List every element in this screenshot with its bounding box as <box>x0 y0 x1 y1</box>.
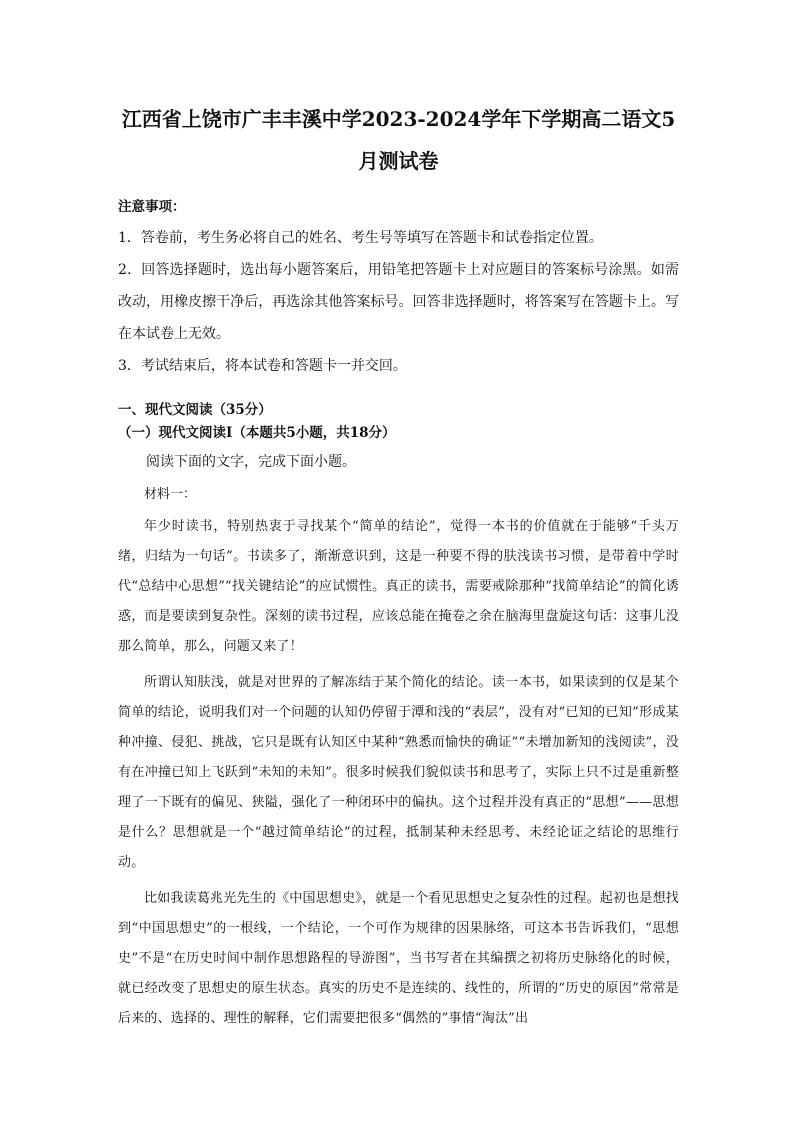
body-paragraph: 所谓认知肤浅，就是对世界的了解冻结于某个简化的结论。读一本书，如果读到的仅是某个简单的结论，说明我们对一个问题的认知仍停留于潭和浅的“表层”，没有对“已知的已知”形成某种冲撞、侵犯、挑战，它只是既有认知区中某种“熟悉而愉快的确证”“未增加新知的浅阅读”，没有在冲撞已知上飞跃到“未知的未知”。很多时候我们貌似读书和思考了，实际上只不过是重新整理了一下既有的偏见、狭隘，强化了一种闭环中的偏执。这个过程并没有真正的“思想”——思想是什么？思想就是一个“越过简单结论”的过程，抵制某种未经思考、未经论证之结论的思维行动。 <box>118 675 679 870</box>
page-title: 江西省上饶市广丰丰溪中学2023-2024学年下学期高二语文5月测试卷 <box>121 107 676 173</box>
instruction-text: 阅读下面的文字，完成下面小题。 <box>146 454 356 470</box>
body-paragraph: 比如我读葛兆光先生的《中国思想史》，就是一个看见思想史之复杂性的过程。起初也是想找到“中国思想史”的一根线，一个结论，一个可作为规律的因果脉络，可这本书告诉我们，“思想史”不是“在历史时间中制作思想路程的导游图”，当书写者在其编撰之初将历史脉络化的时候，就已经改变了思想史的原生状态。真实的历史不是连续的、线性的，所谓的“历史的原因”常常是后来的、选择的、理性的解释，它们需要把很多“偶然的”事情“淘汰”出 <box>118 891 679 1026</box>
notice-item: 3．考试结束后，将本试卷和答题卡一并交回。 <box>118 358 407 374</box>
material-body <box>118 512 679 1034</box>
subsection-heading: （一）现代文阅读Ⅰ（本题共5小题，共18分） <box>118 425 396 441</box>
notice-item: 2．回答选择题时，选出每小题答案后，用铅笔把答题卡上对应题目的答案标号涂黑。如需改动，用橡皮擦干净后，再选涂其他答案标号。回答非选择题时，将答案写在答题卡上。写在本试卷上无效。 <box>118 262 679 342</box>
notice-heading: 注意事项： <box>118 199 186 215</box>
section-heading: 一、现代文阅读（35分） <box>118 402 272 418</box>
material-label: 材料一： <box>144 487 197 502</box>
body-paragraph: 年少时读书，特别热衷于寻找某个“简单的结论”，觉得一本书的价值就在于能够“千头万绪，归结为一句话”。书读多了，渐渐意识到，这是一种要不得的肤浅读书习惯，是带着中学时代“总结中心思想”“找关键结论”的应试惯性。真正的读书，需要戒除那种“找简单结论”的简化诱惑，而是要读到复杂性。深刻的读书过程，应该总能在掩卷之余在脑海里盘旋这句话：这事儿没那么简单，那么，问题又来了！ <box>118 519 679 654</box>
reading-section <box>118 398 679 1034</box>
notice-block <box>118 196 679 382</box>
notice-item: 1．答卷前，考生务必将自己的姓名、考生号等填写在答题卡和试卷指定位置。 <box>118 230 603 246</box>
